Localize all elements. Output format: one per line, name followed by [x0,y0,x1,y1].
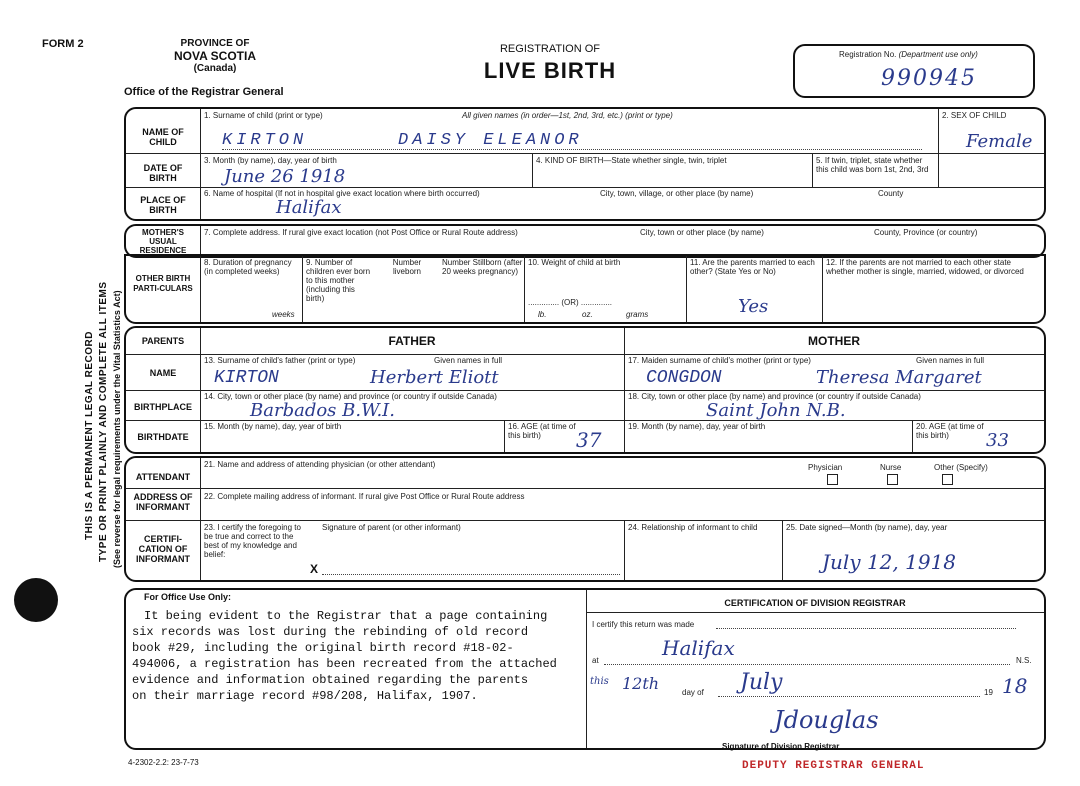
office-title: Office of the Registrar General [124,86,284,98]
parent-birthplace-label: BIRTHPLACE [134,402,192,412]
field-17-given-label: Given names in full [916,356,985,365]
parent-name-label: NAME [149,368,177,378]
province-line3: (Canada) [193,63,237,74]
field-6-label: 6. Name of hospital (If not in hospital give exact location where birth occurred) [204,189,480,198]
field-7-city-label: City, town or other place (by name) [640,228,764,237]
parents-married: Yes [738,296,769,317]
field-13-given-label: Given names in full [434,356,503,365]
note-line: on their marriage record #98/208, Halifax, 1907. [132,689,478,703]
child-sex: Female [966,131,1033,152]
punch-hole [14,578,58,622]
field-17-label: 17. Maiden surname of child's mother (print or type) [628,356,811,365]
field-13-label: 13. Surname of child's father (print or type) [204,356,356,365]
mother-residence-label: MOTHER'S USUAL RESIDENCE [139,228,187,255]
nurse-checkbox[interactable] [887,474,898,485]
attendant-section [124,456,1046,582]
note-line: book #29, including the original birth record #18-02- [132,641,514,655]
date-signed: July 12, 1918 [822,550,957,574]
child-place: Halifax [276,197,342,218]
child-surname: KIRTON [222,131,308,150]
physician-checkbox[interactable] [827,474,838,485]
deputy-registrar-stamp: DEPUTY REGISTRAR GENERAL [742,760,925,772]
field-23-label: 23. I certify the foregoing to be true and correct to the best of my knowledge and belief: [204,523,301,559]
field-8-label: 8. Duration of pregnancy (in completed weeks) [204,258,292,276]
field-10-label: 10. Weight of child at birth [528,258,621,267]
regno-note: (Department use only) [898,50,978,59]
name-of-child-label: NAME OF CHILD [142,127,184,147]
field-12-label: 12. If the parents are not married to each other state whether mother is single, married, widowed, or divorced [826,258,1024,276]
grams-label: grams [626,310,649,319]
field-22-label: 22. Complete mailing address of informant. If rural give Post Office or Rural Route address [204,492,525,501]
field-9-liveborn-label: Number liveborn [392,258,422,276]
lb-label: lb. [538,310,547,319]
father-age: 37 [576,428,602,452]
nurse-label: Nurse [880,463,902,472]
signature-label: Signature of parent (or other informant) [322,523,461,532]
field-9-label: 9. Number of children ever born to this mother (including this birth) [306,258,371,303]
side-text-3: (See reverse for legal requirements under the Vital Statistics Act) [112,290,122,568]
field-15-label: 15. Month (by name), day, year of birth [204,422,342,431]
father-surname: KIRTON [214,368,279,388]
field-21-label: 21. Name and address of attending physician (or other attendant) [204,460,436,469]
mother-birthplace: Saint John N.B. [706,400,846,421]
field-9-stillborn-label: Number Stillborn (after 20 weeks pregnancy) [442,258,523,276]
field-7-county-label: County, Province (or country) [874,228,978,237]
regno-value: 990945 [881,66,977,91]
field-3-label: 3. Month (by name), day, year of birth [204,156,337,165]
registrar-year: 18 [1002,674,1028,698]
province-block [160,38,270,74]
field-4-label: 4. KIND OF BIRTH—State whether single, twin, triplet [536,156,727,165]
form-title: LIVE BIRTH [483,58,617,83]
form-number: FORM 2 [42,38,84,50]
child-section [124,107,1046,221]
father-header: FATHER [388,334,436,348]
field-2-label: 2. SEX OF CHILD [942,111,1007,120]
note-line: It being evident to the Registrar that a page containing [144,609,548,623]
registrar-place: Halifax [662,636,735,660]
form-code: 4-2302-2.2: 23-7-73 [128,758,199,767]
note-line: 494006, a registration has been recreated from the attached [132,657,557,671]
side-text-2: TYPE OR PRINT PLAINLY AND COMPLETE ALL ITEMS [98,281,109,562]
physician-label: Physician [808,463,843,472]
or-label: (OR) [561,298,579,307]
field-1-given-label: All given names (in order—1st, 2nd, 3rd, etc.) (print or type) [462,111,673,120]
date-of-birth-label: DATE OF BIRTH [143,163,183,183]
certification-label: CERTIFI-CATION OF INFORMANT [136,534,190,564]
field-11-label: 11. Are the parents married to each other? (State Yes or No) [690,258,815,276]
ns-label: N.S. [1016,656,1032,665]
regno-label: Registration No. [839,50,897,59]
day-of-label: day of [682,688,704,697]
field-6-city-label: City, town, village, or other place (by name) [600,189,754,198]
child-given-names: DAISY ELEANOR [398,131,583,150]
other-attendant-label: Other (Specify) [934,463,988,472]
field-5-label: 5. If twin, triplet, state whether this child was born 1st, 2nd, 3rd [816,156,929,174]
field-16-label: 16. AGE (at time of this birth) [508,422,576,440]
parent-birthdate-label: BIRTHDATE [137,432,189,442]
father-given-names: Herbert Eliott [370,367,499,388]
father-birthplace: Barbados B.W.I. [250,400,395,421]
signature-x: X [310,562,319,576]
other-particulars-label: OTHER BIRTH PARTI-CULARS [133,274,193,293]
mother-residence-section [124,224,1046,258]
child-dob: June 26 1918 [224,166,346,187]
note-line: evidence and information obtained regarding the parents [132,673,529,687]
registrar-day: 12th [622,674,660,693]
parents-label: PARENTS [141,336,185,346]
note-line: six records was lost during the rebinding of old record [132,625,529,639]
field-25-label: 25. Date signed—Month (by name), day, year [786,523,948,532]
field-18-label: 18. City, town or other place (by name) and province (or country if outside Canada) [628,392,921,401]
field-24-label: 24. Relationship of informant to child [628,523,758,532]
registrar-month: July [740,670,783,695]
province-line1: PROVINCE OF [180,38,250,49]
attendant-label: ATTENDANT [135,472,191,482]
registration-number-box [793,44,1035,98]
year-prefix: 19 [984,688,993,697]
field-1-label: 1. Surname of child (print or type) [204,111,323,120]
place-of-birth-label: PLACE OF BIRTH [140,195,186,215]
other-particulars-section: OTHER BIRTH PARTI-CULARS 8. Duration of pregnancy (in completed weeks) weeks 9. Number of children ever born to this mother (including this birth) Number liveborn Number Stillborn (after 20 weeks pregnancy) 10. Weight of child at birth .............. (OR) .............. lb. oz. grams 11. Are the parents married to each other? (State Yes or No) Yes 12. If the parents are not married to each other state whether mother is single, married, widowed, or divorced [124,254,1046,324]
side-text-1: THIS IS A PERMANENT LEGAL RECORD [84,331,95,540]
this-text: this [590,676,609,687]
mother-age: 33 [986,430,1009,451]
registrar-signature-label: Signature of Division Registrar [722,742,840,751]
certify-text: I certify this return was made [592,620,695,629]
field-20-label: 20. AGE (at time of this birth) [916,422,984,440]
field-6-county-label: County [878,189,904,198]
oz-label: oz. [582,310,593,319]
registration-of: REGISTRATION OF [499,43,601,55]
province-line2: NOVA SCOTIA [173,49,256,63]
division-registrar-title: CERTIFICATION OF DIVISION REGISTRAR [724,598,906,608]
informant-address-label: ADDRESS OF INFORMANT [133,492,193,512]
at-label: at [592,656,599,665]
mother-header: MOTHER [808,334,860,348]
mother-surname: CONGDON [646,368,722,388]
field-7-label: 7. Complete address. If rural give exact location (not Post Office or Rural Route address) [204,228,518,237]
weeks-label: weeks [272,310,295,319]
office-use-section [124,588,1046,750]
mother-given-names: Theresa Margaret [816,367,982,388]
parents-section [124,326,1046,454]
other-checkbox[interactable] [942,474,953,485]
office-use-label: For Office Use Only: [144,592,232,602]
field-19-label: 19. Month (by name), day, year of birth [628,422,766,431]
registrar-signature: Jdouglas [774,706,879,734]
field-14-label: 14. City, town or other place (by name) and province (or country if outside Canada) [204,392,497,401]
office-note [132,608,557,704]
